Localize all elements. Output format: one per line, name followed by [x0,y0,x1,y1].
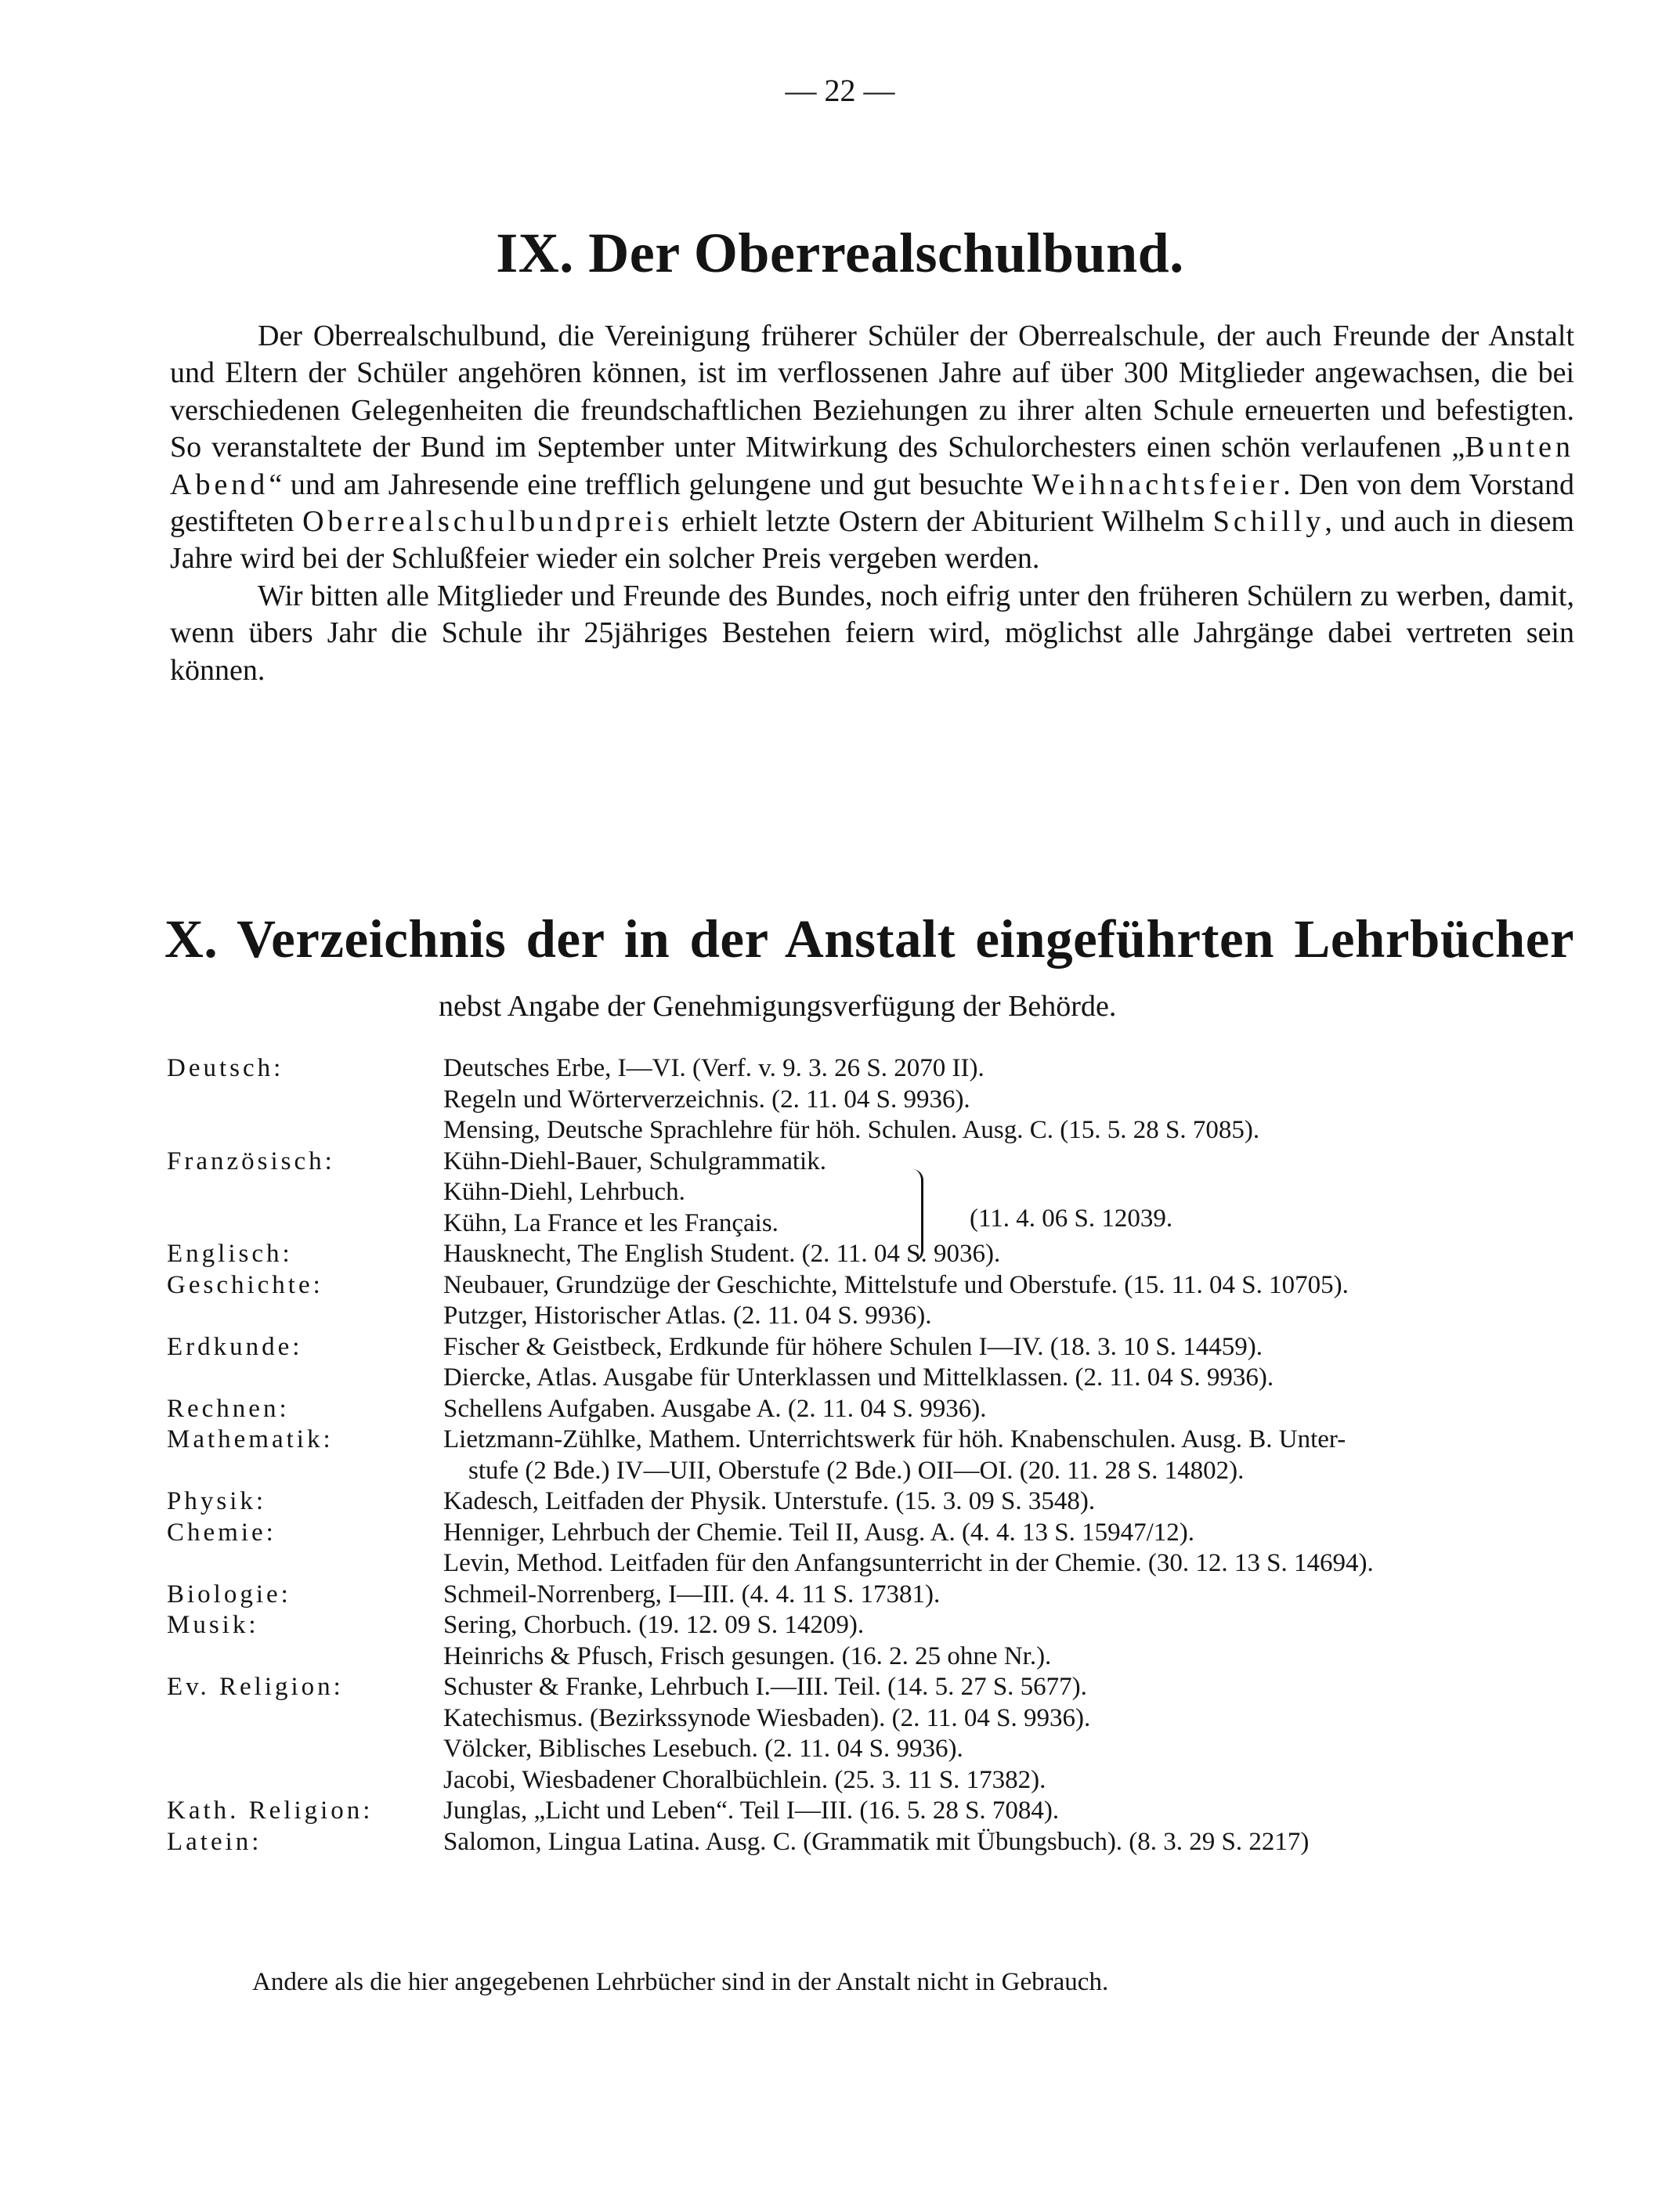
textbook-entry: Kühn, La France et les Français. [443,1208,779,1237]
subject-label: Kath. Religion: [167,1796,374,1825]
textbook-list [167,1054,1577,1858]
textbook-entry: Salomon, Lingua Latina. Ausg. C. (Grammatik mit Übungsbuch). (8. 3. 29 S. 2217) [443,1827,1310,1856]
textbook-row [167,1147,1577,1179]
subject-label: Musik: [167,1611,259,1639]
textbook-entry: Neubauer, Grundzüge der Geschichte, Mittelstufe und Oberstufe. (15. 11. 04 S. 10705). [443,1270,1349,1299]
textbook-row [167,1457,1577,1488]
textbook-row [167,1054,1577,1085]
subject-label: Physik: [167,1487,267,1515]
section-x-title: X. Verzeichnis der in der Anstalt eingeführten Lehrbücher [164,909,1574,969]
textbook-entry: Schellens Aufgaben. Ausgabe A. (2. 11. 04 S. 9936). [443,1394,987,1423]
textbook-entry: Henniger, Lehrbuch der Chemie. Teil II, Ausg. A. (4. 4. 13 S. 15947/12). [443,1518,1195,1547]
textbook-entry: Hausknecht, The English Student. (2. 11. 04 S. 9036). [443,1240,1001,1268]
textbook-entry: Kühn-Diehl, Lehrbuch. [443,1178,685,1206]
subject-label: Erdkunde: [167,1332,303,1361]
subject-label: Ev. Religion: [167,1673,344,1701]
paragraph-text: . Den von dem Vorstand gestifteten [170,468,1574,539]
subject-label: Französisch: [167,1146,335,1175]
footer-note: Andere als die hier angegebenen Lehrbücher sind in der Anstalt nicht in Gebrauch. [252,1968,1109,1996]
textbook-row [167,1209,1577,1240]
textbook-row [167,1549,1577,1580]
textbook-entry: Putzger, Historischer Atlas. (2. 11. 04 S. 9936). [443,1302,932,1330]
textbook-row [167,1302,1577,1333]
spaced-emphasis: Bunten Abend [170,431,1574,501]
textbook-row [167,1487,1577,1518]
textbook-row [167,1518,1577,1550]
page-number: — 22 — [785,73,895,108]
textbook-entry: Jacobi, Wiesbadener Choralbüchlein. (25. 3. 11 S. 17382). [443,1765,1046,1794]
textbook-entry: Heinrichs & Pfusch, Frisch gesungen. (16. 2. 25 ohne Nr.). [443,1641,1052,1670]
section-ix-paragraph-2: Wir bitten alle Mitglieder und Freunde des Bundes, noch eifrig unter den früheren Schülern zu werben, damit, wenn übers Jahr die Schule ihr 25jähriges Bestehen feiern wird, möglichst alle Jahrgänge dabei vertreten sein können. [170,579,1574,687]
paragraph-text: Der Oberrealschulbund, die Vereinigung früherer Schüler der Oberrealschule, der auch Freunde der Anstalt und Eltern der Schüler angehören können, ist im verflossenen Jahre auf über 300 Mitglieder angewachsen, die bei verschiedenen Gelegenheiten die freundschaftlichen Beziehungen zu ihrer alten Schule erneuerten und befestigten. So veranstaltete der Bund im September unter Mitwirkung des Schulorchesters einen schön verlaufenen „ [170,320,1574,464]
textbook-row [167,1085,1577,1117]
spaced-emphasis: Schilly [1212,505,1325,539]
textbook-row [167,1363,1577,1395]
textbook-row [167,1828,1577,1859]
textbook-row [167,1735,1577,1766]
subject-label: Englisch: [167,1240,293,1268]
textbook-entry: Levin, Method. Leitfaden für den Anfangsunterricht in der Chemie. (30. 12. 13 S. 14694). [443,1549,1374,1577]
textbook-entry: Regeln und Wörterverzeichnis. (2. 11. 04 S. 9936). [443,1085,970,1114]
spaced-emphasis: Weihnachtsfeier [1031,468,1284,501]
subject-label: Mathematik: [167,1425,334,1453]
textbook-entry: Sering, Chorbuch. (19. 12. 09 S. 14209). [443,1611,865,1639]
textbook-row [167,1395,1577,1426]
textbook-entry: Schmeil-Norrenberg, I—III. (4. 4. 11 S. 17381). [443,1580,941,1609]
textbook-entry: Katechismus. (Bezirkssynode Wiesbaden). (2. 11. 04 S. 9936). [443,1703,1091,1732]
paragraph-text: , und auch in diesem Jahre wird bei der Schlußfeier wieder ein solcher Preis vergeben werden. [170,505,1574,576]
textbook-row [167,1796,1577,1828]
paragraph-text: “ und am Jahresende eine trefflich gelungene und gut besuchte [269,468,1032,501]
textbook-row [167,1611,1577,1642]
subject-label: Geschichte: [167,1270,323,1299]
textbook-row [167,1116,1577,1147]
textbook-entry: Kühn-Diehl-Bauer, Schulgrammatik. [443,1146,826,1175]
textbook-row [167,1240,1577,1271]
textbook-entry: Deutsches Erbe, I—VI. (Verf. v. 9. 3. 26 S. 2070 II). [443,1054,985,1082]
section-ix-body [170,318,1574,689]
textbook-entry: Schuster & Franke, Lehrbuch I.—III. Teil. (14. 5. 27 S. 5677). [443,1673,1087,1701]
section-x-subtitle: nebst Angabe der Genehmigungsverfügung der Behörde. [439,990,1117,1023]
textbook-row [167,1271,1577,1302]
textbook-row [167,1766,1577,1797]
section-ix-paragraph-1 [170,318,1574,578]
textbook-entry: Völcker, Biblisches Lesebuch. (2. 11. 04 S. 9936). [443,1735,963,1763]
textbook-row [167,1178,1577,1209]
french-brace [910,1169,923,1262]
textbook-row [167,1673,1577,1704]
textbook-entry: stufe (2 Bde.) IV—UII, Oberstufe (2 Bde.) OII—OI. (20. 11. 28 S. 14802). [468,1456,1245,1485]
paragraph-text: erhielt letzte Ostern der Abiturient Wilhelm [673,505,1213,539]
subject-label: Rechnen: [167,1394,290,1423]
french-approval-ref: (11. 4. 06 S. 12039. [970,1204,1173,1233]
section-ix-title: IX. Der Oberrealschulbund. [496,222,1184,284]
textbook-row [167,1580,1577,1612]
textbook-entry: Lietzmann-Zühlke, Mathem. Unterrichtswerk für höh. Knabenschulen. Ausg. B. Unter- [443,1425,1346,1453]
textbook-row [167,1333,1577,1364]
subject-label: Deutsch: [167,1054,284,1082]
textbook-entry: Mensing, Deutsche Sprachlehre für höh. Schulen. Ausg. C. (15. 5. 28 S. 7085). [443,1116,1260,1144]
subject-label: Chemie: [167,1518,276,1547]
subject-label: Latein: [167,1827,262,1856]
textbook-row [167,1704,1577,1735]
textbook-entry: Kadesch, Leitfaden der Physik. Unterstufe. (15. 3. 09 S. 3548). [443,1487,1096,1515]
subject-label: Biologie: [167,1580,291,1609]
textbook-entry: Junglas, „Licht und Leben“. Teil I—III. (16. 5. 28 S. 7084). [443,1796,1060,1825]
textbook-row [167,1425,1577,1457]
textbook-entry: Fischer & Geistbeck, Erdkunde für höhere Schulen I—IV. (18. 3. 10 S. 14459). [443,1332,1263,1361]
textbook-row [167,1642,1577,1674]
textbook-entry: Diercke, Atlas. Ausgabe für Unterklassen und Mittelklassen. (2. 11. 04 S. 9936). [443,1363,1274,1392]
spaced-emphasis: Oberrealschulbundpreis [302,505,674,539]
